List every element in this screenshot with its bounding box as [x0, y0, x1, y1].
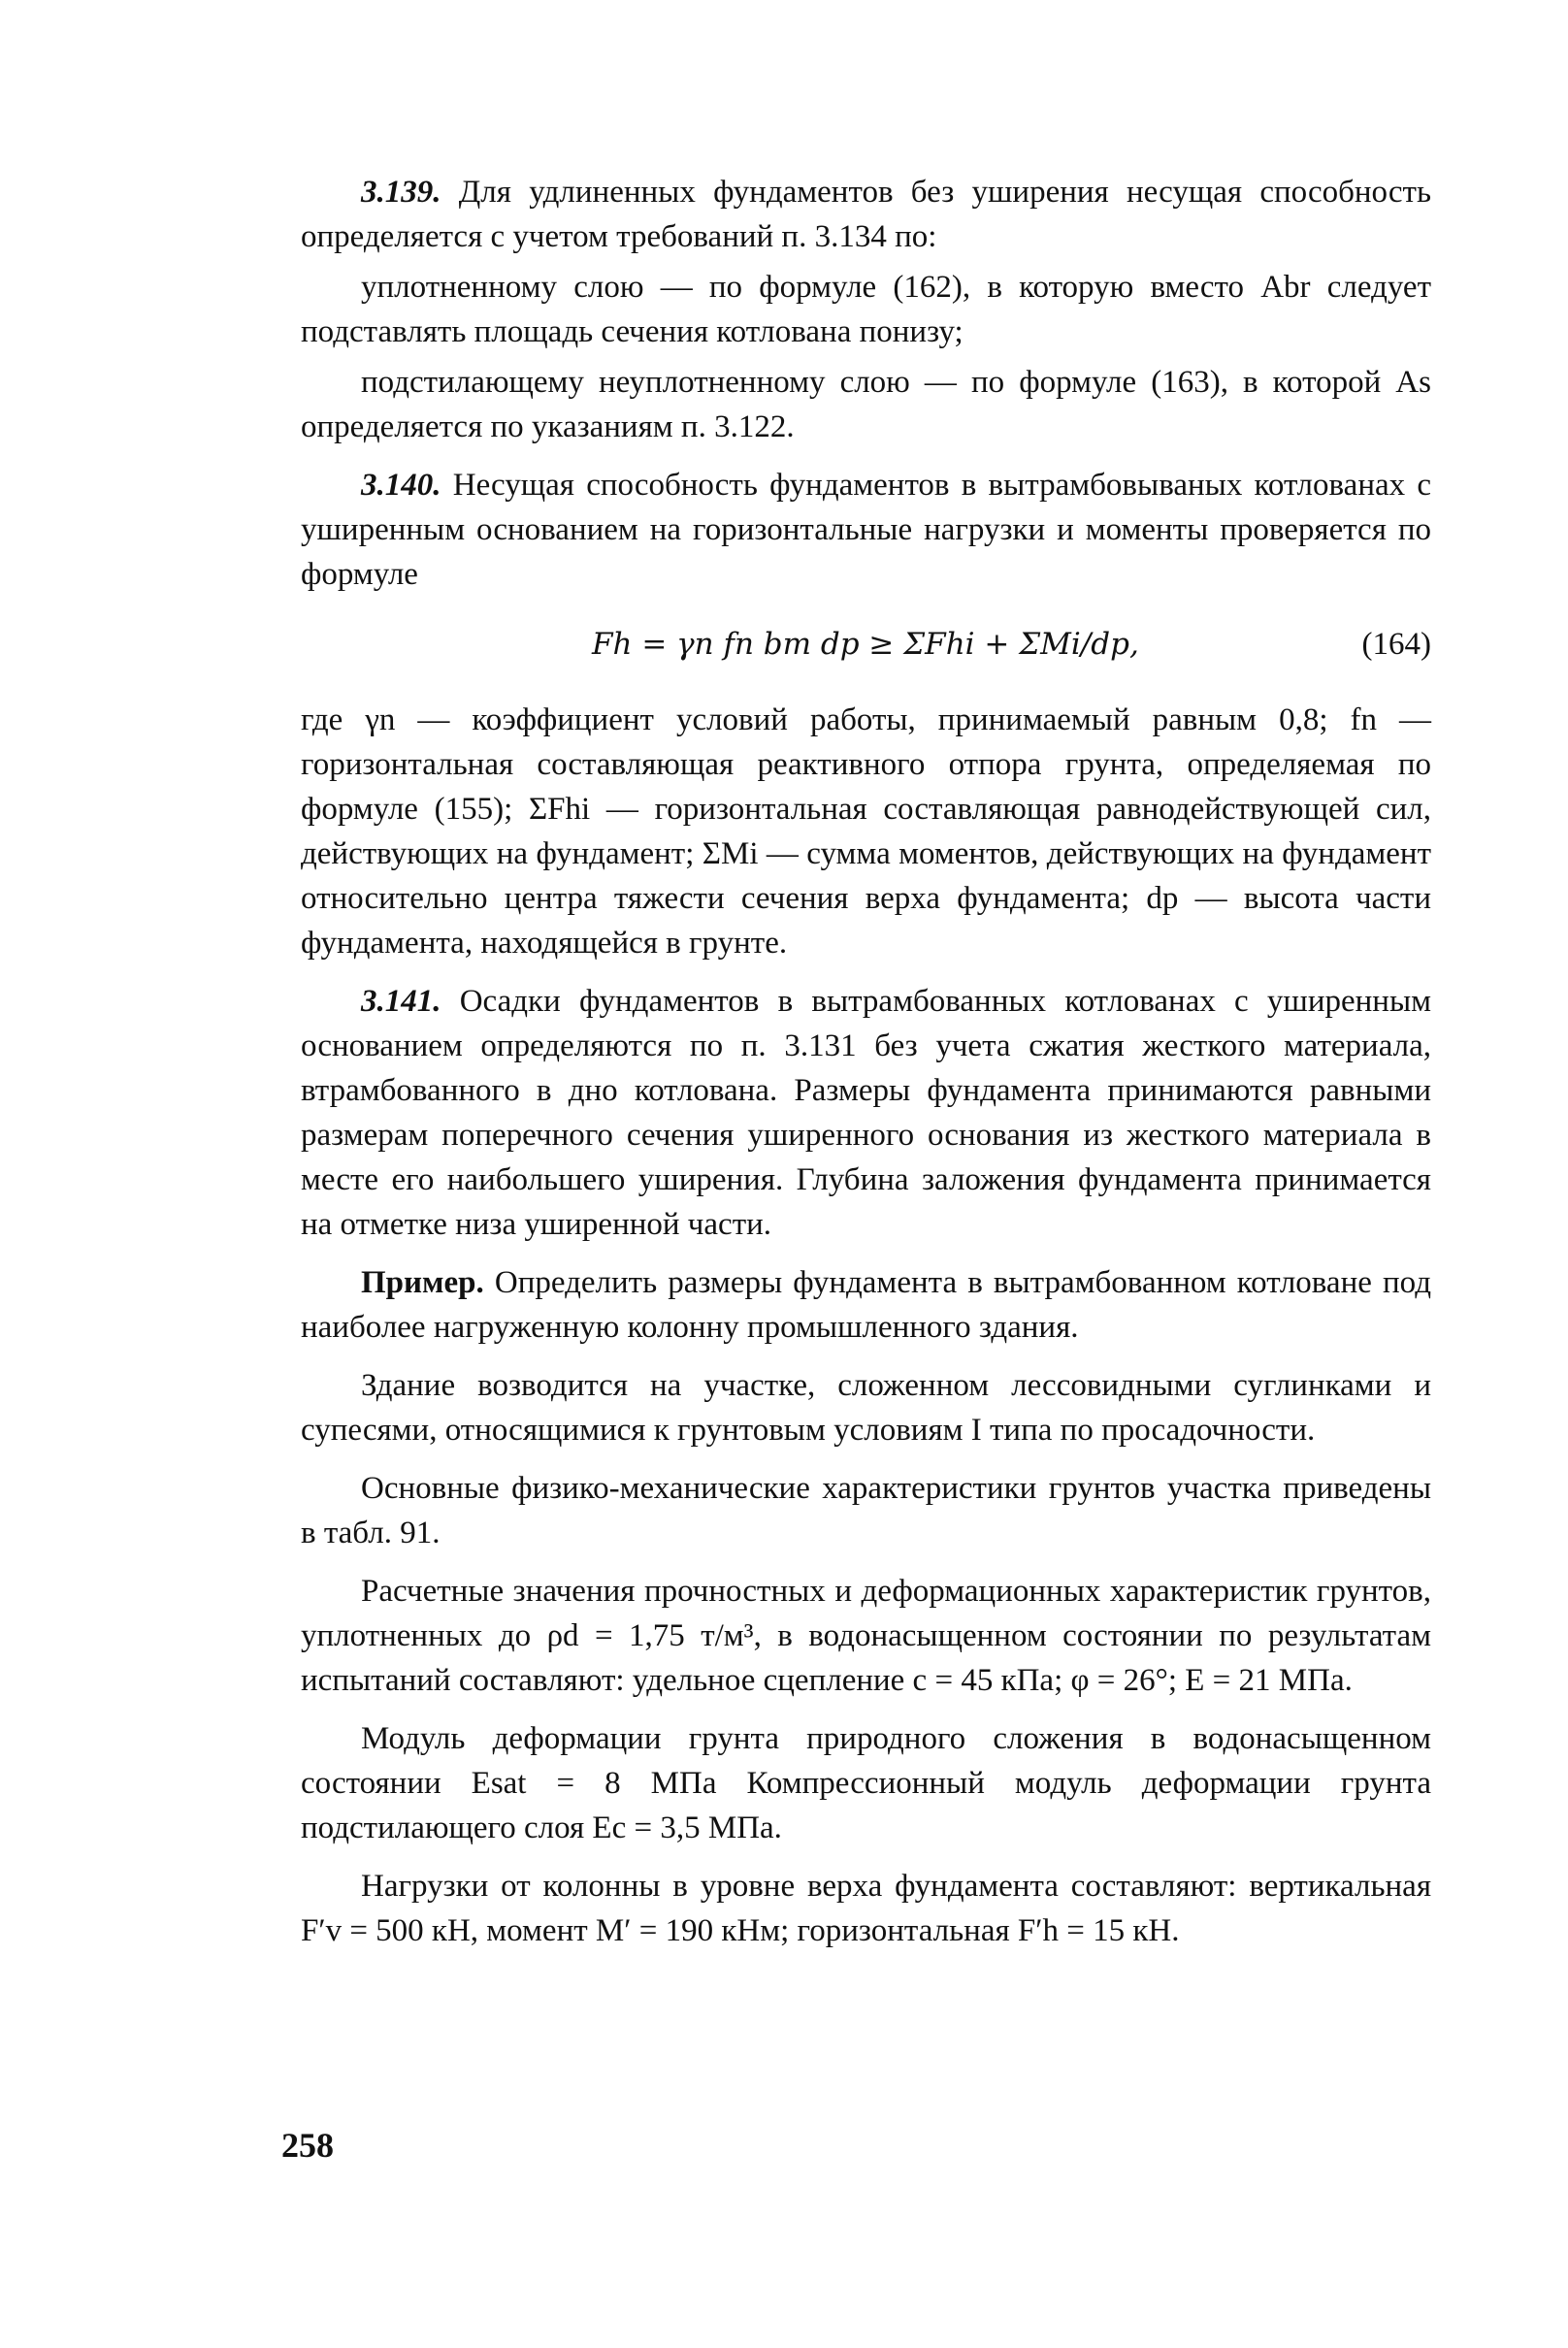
section-140 — [301, 463, 1431, 597]
page-body — [301, 170, 1431, 1953]
table-reference-paragraph: Основные физико-механические характеристики грунтов участка приведены в табл. 91. — [301, 1471, 1431, 1550]
formula-expression: Fh = γn fn bm dp ≥ ΣFhi + ΣMi/dp, — [592, 627, 1139, 662]
section-number: 3.140. — [361, 468, 441, 503]
formula-number: (164) — [1361, 627, 1431, 662]
section-140-text: Несущая способность фундаментов в вытрамбовываных котлованах с уширенным основанием на горизонтальные нагрузки и моменты проверяется по формуле — [301, 468, 1431, 592]
example-paragraph — [301, 1260, 1431, 1350]
formula-164 — [301, 616, 1431, 672]
example-label: Пример. — [361, 1265, 484, 1300]
section-number: 3.139. — [361, 175, 441, 210]
formula-explanation: где γn — коэффициент условий работы, принимаемый равным 0,8; fn — горизонтальная составляющая реактивного отпора грунта, определяемая по формуле (155); ΣFhi — горизонтальная составляющая равнодействующей сил, действующих на фундамент; ΣMi — сумма моментов, действующих на фундамент относительно центра тяжести сечения верха фундамента; dp — высота части фундамента, находящейся в грунте. — [301, 702, 1431, 961]
section-number: 3.141. — [361, 984, 441, 1019]
section-139-item1: уплотненному слою — по формуле (162), в которую вместо Abr следует подставлять площадь сечения котлована понизу; — [301, 270, 1431, 349]
section-141-text: Осадки фундаментов в вытрамбованных котлованах с уширенным основанием определяются по п. 3.131 без учета сжатия жесткого материала, втрамбованного в дно котлована. Размеры фундамента принимаются равными размерам поперечного сечения уширенного основания из жесткого материала в месте его наибольшего уширения. Глубина заложения фундамента принимается на отметке низа уширенной части. — [301, 984, 1431, 1242]
site-paragraph: Здание возводится на участке, сложенном лессовидными суглинками и супесями, относящимися к грунтовым условиям I типа по просадочности. — [301, 1368, 1431, 1448]
modulus-paragraph: Модуль деформации грунта природного сложения в водонасыщенном состоянии Esat = 8 МПа Компрессионный модуль деформации грунта подстилающего слоя Ec = 3,5 МПа. — [301, 1721, 1431, 1845]
example-text: Определить размеры фундамента в вытрамбованном котловане под наиболее нагруженную колонну промышленного здания. — [301, 1265, 1431, 1345]
section-141 — [301, 979, 1431, 1247]
loads-paragraph: Нагрузки от колонны в уровне верха фундамента составляют: вертикальная F′v = 500 кН, момент M′ = 190 кНм; горизонтальная F′h = 15 кН. — [301, 1869, 1431, 1948]
section-139-text1: Для удлиненных фундаментов без уширения несущая способность определяется с учетом требований п. 3.134 по: — [301, 175, 1431, 254]
section-139-intro — [301, 170, 1431, 259]
page-number: 258 — [281, 2126, 334, 2165]
design-values-paragraph: Расчетные значения прочностных и деформационных характеристик грунтов, уплотненных до ρd = 1,75 т/м³, в водонасыщенном состоянии по результатам испытаний составляют: удельное сцепление c = 45 кПа; φ = 26°; E = 21 МПа. — [301, 1574, 1431, 1698]
section-139-item2: подстилающему неуплотненному слою — по формуле (163), в которой As определяется по указаниям п. 3.122. — [301, 365, 1431, 444]
